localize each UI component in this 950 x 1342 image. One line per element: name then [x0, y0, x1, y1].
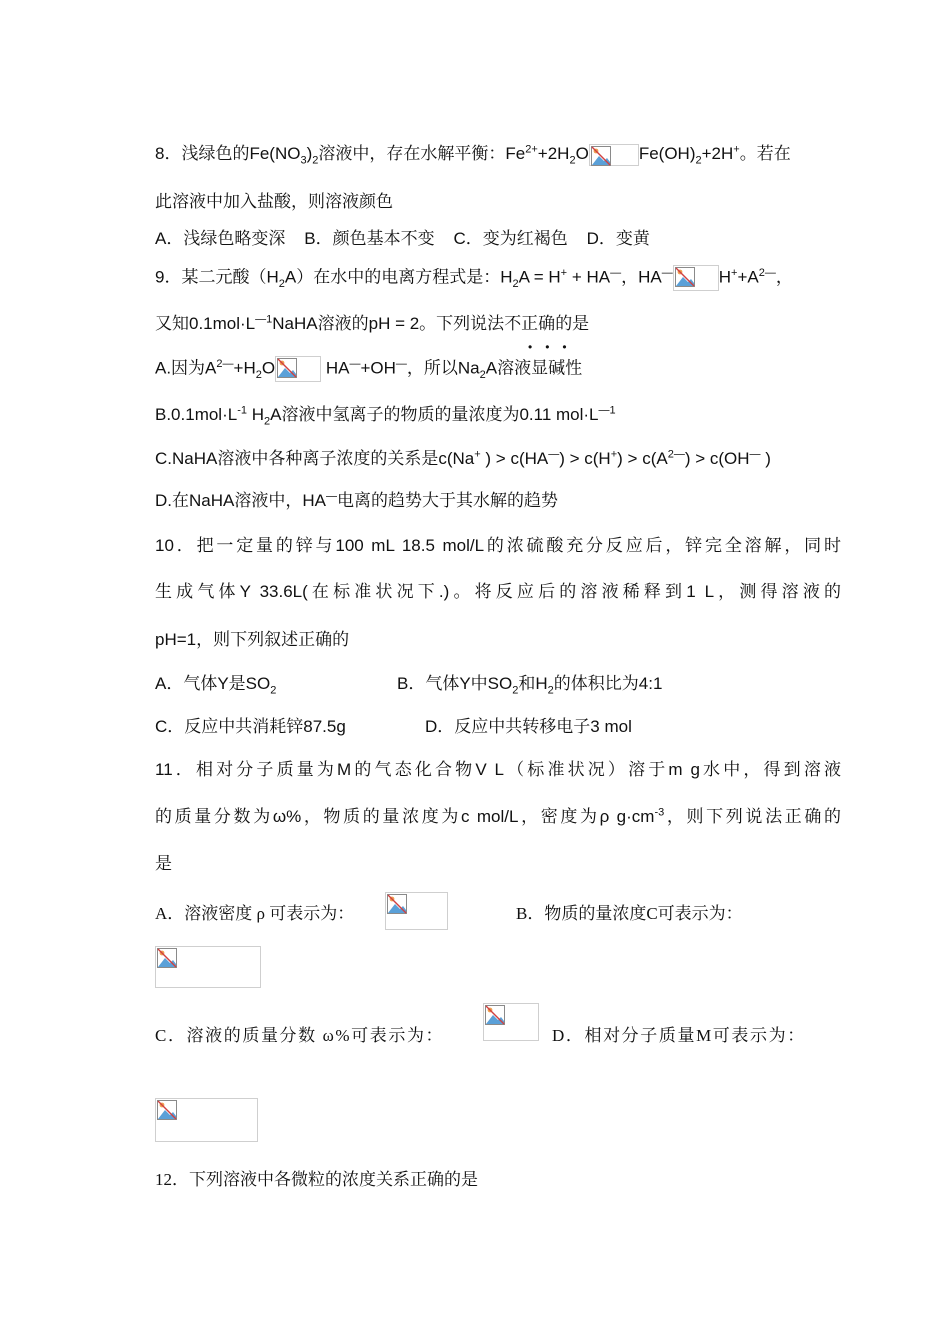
broken-image-icon: [155, 1098, 258, 1142]
emphasis-text: 不正确: [504, 314, 556, 333]
q9-option-a: A.因为$A^{2—}+H_2O$ HA—+OH—，所以$Na_2A$溶液显碱性: [155, 357, 583, 381]
q10-line3: pH=1，则下列叙述正确的: [155, 630, 350, 649]
broken-image-icon: [155, 946, 261, 988]
broken-image-icon: [275, 356, 321, 382]
q9-line1: 9．某二元酸$(H_2A)$在水中的电离方程式是：$H_2A = H^+ + HA^—$，HA— $H^++A^{2—}$，: [155, 266, 793, 290]
q11-option-d: D．相对分子质量M可表示为：: [552, 1026, 806, 1045]
q11-option-a: A．溶液密度 ρ 可表示为：: [155, 904, 355, 923]
q10-line1: 10．把一定量的锌与100 mL 18.5 mol/L的浓硫酸充分反应后，锌完全溶解，同时: [155, 536, 841, 555]
q12-line1: 12．下列溶液中各微粒的浓度关系正确的是: [155, 1170, 478, 1189]
q11-line1: 11．相对分子质量为M的气态化合物V L（标准状况）溶于m g水中，得到溶液: [155, 760, 841, 779]
q11-line3: 是: [155, 854, 172, 873]
q10-option-c: C．反应中共消耗锌87.5g: [155, 717, 346, 736]
q10-option-d: D．反应中共转移电子3 mol: [425, 717, 632, 736]
q8-options: A．浅绿色略变深 B．颜色基本不变 C．变为红褐色 D．变黄: [155, 229, 650, 248]
q10-option-a: A．气体Y是$SO_2$: [155, 674, 277, 697]
broken-image-icon: [673, 265, 719, 291]
broken-image-icon: [483, 1003, 539, 1041]
q9-option-b: $B.0.1mol\cdot L^{-1}$ $H_2A$溶液中氢离子的物质的量浓度为0.11 $mol\cdot L^{—1}$: [155, 404, 616, 428]
q10-line2: 生成气体Y 33.6L(在标准状况下.)。将反应后的溶液稀释到1 L，测得溶液的: [155, 582, 841, 601]
q11-option-b: B．物质的量浓度C可表示为：: [516, 904, 743, 923]
q8-line2: 此溶液中加入盐酸，则溶液颜色: [155, 192, 393, 211]
q11-option-c: C．溶液的质量分数 ω%可表示为：: [155, 1026, 445, 1045]
q9-line2: 又知$0.1mol\cdot L^{—1}NaHA$溶液的pH = 2。下列说法不正确的是: [155, 313, 590, 333]
q10-option-b: B．气体Y中$SO_2$和$H_2$的体积比为4:1: [397, 674, 663, 697]
q9-option-c: C.NaHA溶液中各种离子浓度的关系是c(Na+ ) > $c(HA^—) > c(H^+) > c(A^{2—}) > c(OH^—$ ): [155, 448, 771, 468]
q11-line2: 的质量分数为ω%，物质的量浓度为c mol/L，密度为ρ $g\cdot cm^{-3}$，则下列说法正确的: [155, 806, 841, 826]
q8-line1: 8．浅绿色的$Fe(NO_3)_2$溶液中，存在水解平衡：$Fe^{2+}+2H_2O$ $Fe(OH)_2+2H^+$。若在: [155, 143, 791, 167]
broken-image-icon: [385, 892, 448, 930]
q9-option-d: D.在NaHA溶液中，HA—电离的趋势大于其水解的趋势: [155, 490, 558, 510]
emphasis-dots: •••: [528, 340, 580, 354]
broken-image-icon: [589, 144, 639, 166]
